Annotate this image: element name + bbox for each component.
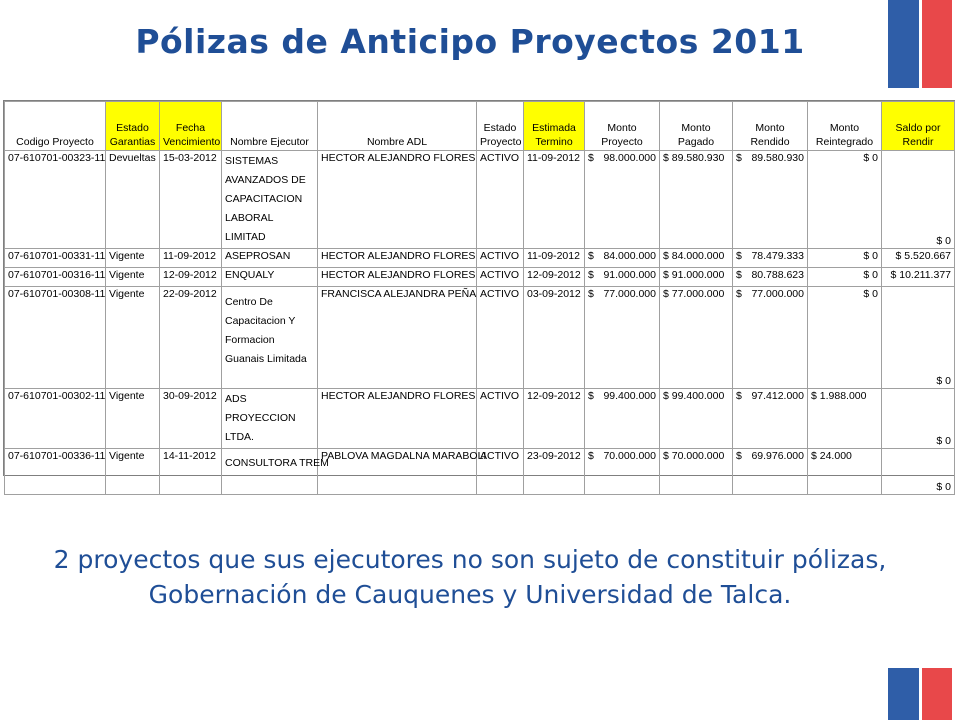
currency-symbol: $ <box>736 269 742 281</box>
header-nombre-adl: Nombre ADL <box>318 102 477 151</box>
cell-vencimiento: 30-09-2012 <box>160 389 222 449</box>
cell-monto-proyecto <box>585 287 660 389</box>
header-saldo-por-rendir: Saldo por Rendir <box>882 102 955 151</box>
cell-vencimiento: 15-03-2012 <box>160 151 222 249</box>
header-codigo: Codigo Proyecto <box>5 102 106 151</box>
currency-symbol: $ <box>736 288 742 300</box>
table-row <box>5 287 955 389</box>
cell-codigo: 07-610701-00331-11 <box>5 249 106 268</box>
cell-reintegrado: $ 0 <box>808 151 882 249</box>
flag-blue-stripe <box>888 668 919 720</box>
monto-rendido-value: 69.976.000 <box>751 450 804 462</box>
table-row <box>5 151 955 249</box>
table-row <box>5 449 955 495</box>
cell-estado: ACTIVO <box>477 449 524 495</box>
cell-monto-pagado: $ 91.000.000 <box>660 268 733 287</box>
monto-rendido-value: 97.412.000 <box>751 390 804 402</box>
cell-monto-rendido <box>733 287 808 389</box>
cell-monto-proyecto <box>585 151 660 249</box>
monto-proyecto-value: 84.000.000 <box>603 250 656 262</box>
cell-termino: 12-09-2012 <box>524 389 585 449</box>
header-nombre-ejecutor: Nombre Ejecutor <box>222 102 318 151</box>
header-monto-reintegrado: Monto Reintegrado <box>808 102 882 151</box>
monto-rendido-value: 78.479.333 <box>751 250 804 262</box>
cell-termino: 12-09-2012 <box>524 268 585 287</box>
cell-saldo: $ 0 <box>882 389 955 449</box>
cell-reintegrado: $ 0 <box>808 249 882 268</box>
currency-symbol: $ <box>588 152 594 164</box>
cell-garantia: Vigente <box>106 389 160 449</box>
flag-decoration-top <box>888 0 952 88</box>
cell-estado: ACTIVO <box>477 389 524 449</box>
cell-saldo: $ 0 <box>882 449 955 495</box>
cell-monto-rendido <box>733 151 808 249</box>
currency-symbol: $ <box>736 390 742 402</box>
currency-symbol: $ <box>588 269 594 281</box>
cell-monto-rendido <box>733 449 808 495</box>
cell-estado: ACTIVO <box>477 151 524 249</box>
monto-proyecto-value: 99.400.000 <box>603 390 656 402</box>
monto-rendido-value: 77.000.000 <box>751 288 804 300</box>
cell-monto-proyecto <box>585 449 660 495</box>
cell-ejecutor: ADS PROYECCION LTDA. <box>222 389 318 449</box>
cell-codigo: 07-610701-00336-11 <box>5 449 106 495</box>
cell-termino: 11-09-2012 <box>524 151 585 249</box>
cell-codigo: 07-610701-00323-11 <box>5 151 106 249</box>
cell-garantia: Vigente <box>106 249 160 268</box>
flag-blue-stripe <box>888 0 919 88</box>
monto-proyecto-value: 98.000.000 <box>603 152 656 164</box>
cell-saldo: $ 0 <box>882 151 955 249</box>
cell-vencimiento: 22-09-2012 <box>160 287 222 389</box>
cell-vencimiento: 14-11-2012 <box>160 449 222 495</box>
cell-monto-pagado: $ 70.000.000 <box>660 449 733 495</box>
cell-adl: PABLOVA MAGDALNA MARABOLI <box>318 449 477 495</box>
cell-adl: HECTOR ALEJANDRO FLORES <box>318 249 477 268</box>
cell-termino: 23-09-2012 <box>524 449 585 495</box>
header-monto-rendido: Monto Rendido <box>733 102 808 151</box>
cell-codigo: 07-610701-00302-11 <box>5 389 106 449</box>
cell-garantia: Vigente <box>106 449 160 495</box>
cell-monto-proyecto <box>585 249 660 268</box>
table-header-row <box>5 102 955 151</box>
cell-adl: HECTOR ALEJANDRO FLORES <box>318 268 477 287</box>
cell-reintegrado: $ 0 <box>808 287 882 389</box>
cell-garantia: Vigente <box>106 287 160 389</box>
cell-monto-rendido <box>733 389 808 449</box>
polizas-table-container <box>3 100 955 493</box>
monto-proyecto-value: 70.000.000 <box>603 450 656 462</box>
monto-rendido-value: 89.580.930 <box>751 152 804 164</box>
flag-red-stripe <box>922 0 953 88</box>
monto-proyecto-value: 77.000.000 <box>603 288 656 300</box>
cell-monto-rendido <box>733 268 808 287</box>
currency-symbol: $ <box>736 450 742 462</box>
cell-codigo: 07-610701-00316-11 <box>5 268 106 287</box>
header-estado-proyecto: Estado Proyecto <box>477 102 524 151</box>
monto-rendido-value: 80.788.623 <box>751 269 804 281</box>
currency-symbol: $ <box>736 152 742 164</box>
cell-estado: ACTIVO <box>477 249 524 268</box>
currency-symbol: $ <box>588 288 594 300</box>
cell-vencimiento: 12-09-2012 <box>160 268 222 287</box>
currency-symbol: $ <box>588 250 594 262</box>
cell-adl: FRANCISCA ALEJANDRA PEÑA <box>318 287 477 389</box>
cell-estado: ACTIVO <box>477 287 524 389</box>
cell-garantia: Devueltas <box>106 151 160 249</box>
footnote-text: 2 proyectos que sus ejecutores no son sujeto de constituir pólizas, Gobernación de Cauquenes y Universidad de Talca. <box>53 545 887 609</box>
currency-symbol: $ <box>588 450 594 462</box>
cell-monto-proyecto <box>585 268 660 287</box>
cell-termino: 11-09-2012 <box>524 249 585 268</box>
header-monto-pagado: Monto Pagado <box>660 102 733 151</box>
cell-adl: HECTOR ALEJANDRO FLORES <box>318 389 477 449</box>
cell-reintegrado: $ 24.000 <box>808 449 882 495</box>
header-estado-garantias: Estado Garantias <box>106 102 160 151</box>
cell-ejecutor: ASEPROSAN <box>222 249 318 268</box>
cell-reintegrado: $ 1.988.000 <box>808 389 882 449</box>
slide-title: Pólizas de Anticipo Proyectos 2011 <box>135 22 805 61</box>
cell-reintegrado: $ 0 <box>808 268 882 287</box>
cell-codigo: 07-610701-00308-11 <box>5 287 106 389</box>
cell-ejecutor: SISTEMAS AVANZADOS DE CAPACITACION LABORAL LIMITAD <box>222 151 318 249</box>
cell-adl: HECTOR ALEJANDRO FLORES <box>318 151 477 249</box>
cell-ejecutor: ENQUALY <box>222 268 318 287</box>
header-estimada-termino: Estimada Termino <box>524 102 585 151</box>
cell-garantia: Vigente <box>106 268 160 287</box>
cell-ejecutor: Centro De Capacitacion Y Formacion Guanais Limitada <box>222 287 318 389</box>
cell-monto-pagado: $ 77.000.000 <box>660 287 733 389</box>
cell-monto-pagado: $ 84.000.000 <box>660 249 733 268</box>
cell-ejecutor: CONSULTORA TREM <box>222 449 318 495</box>
flag-decoration-bottom <box>888 668 952 720</box>
flag-red-stripe <box>922 668 953 720</box>
cell-monto-pagado: $ 89.580.930 <box>660 151 733 249</box>
cell-estado: ACTIVO <box>477 268 524 287</box>
cell-monto-rendido <box>733 249 808 268</box>
currency-symbol: $ <box>588 390 594 402</box>
table-row <box>5 389 955 449</box>
cell-termino: 03-09-2012 <box>524 287 585 389</box>
polizas-table <box>4 101 955 495</box>
cell-vencimiento: 11-09-2012 <box>160 249 222 268</box>
cell-saldo: $ 10.211.377 <box>882 268 955 287</box>
cell-monto-proyecto <box>585 389 660 449</box>
cell-saldo: $ 0 <box>882 287 955 389</box>
table-row <box>5 249 955 268</box>
header-fecha-vencimiento: Fecha Vencimiento <box>160 102 222 151</box>
currency-symbol: $ <box>736 250 742 262</box>
header-monto-proyecto: Monto Proyecto <box>585 102 660 151</box>
cell-monto-pagado: $ 99.400.000 <box>660 389 733 449</box>
table-row <box>5 268 955 287</box>
monto-proyecto-value: 91.000.000 <box>603 269 656 281</box>
cell-saldo: $ 5.520.667 <box>882 249 955 268</box>
